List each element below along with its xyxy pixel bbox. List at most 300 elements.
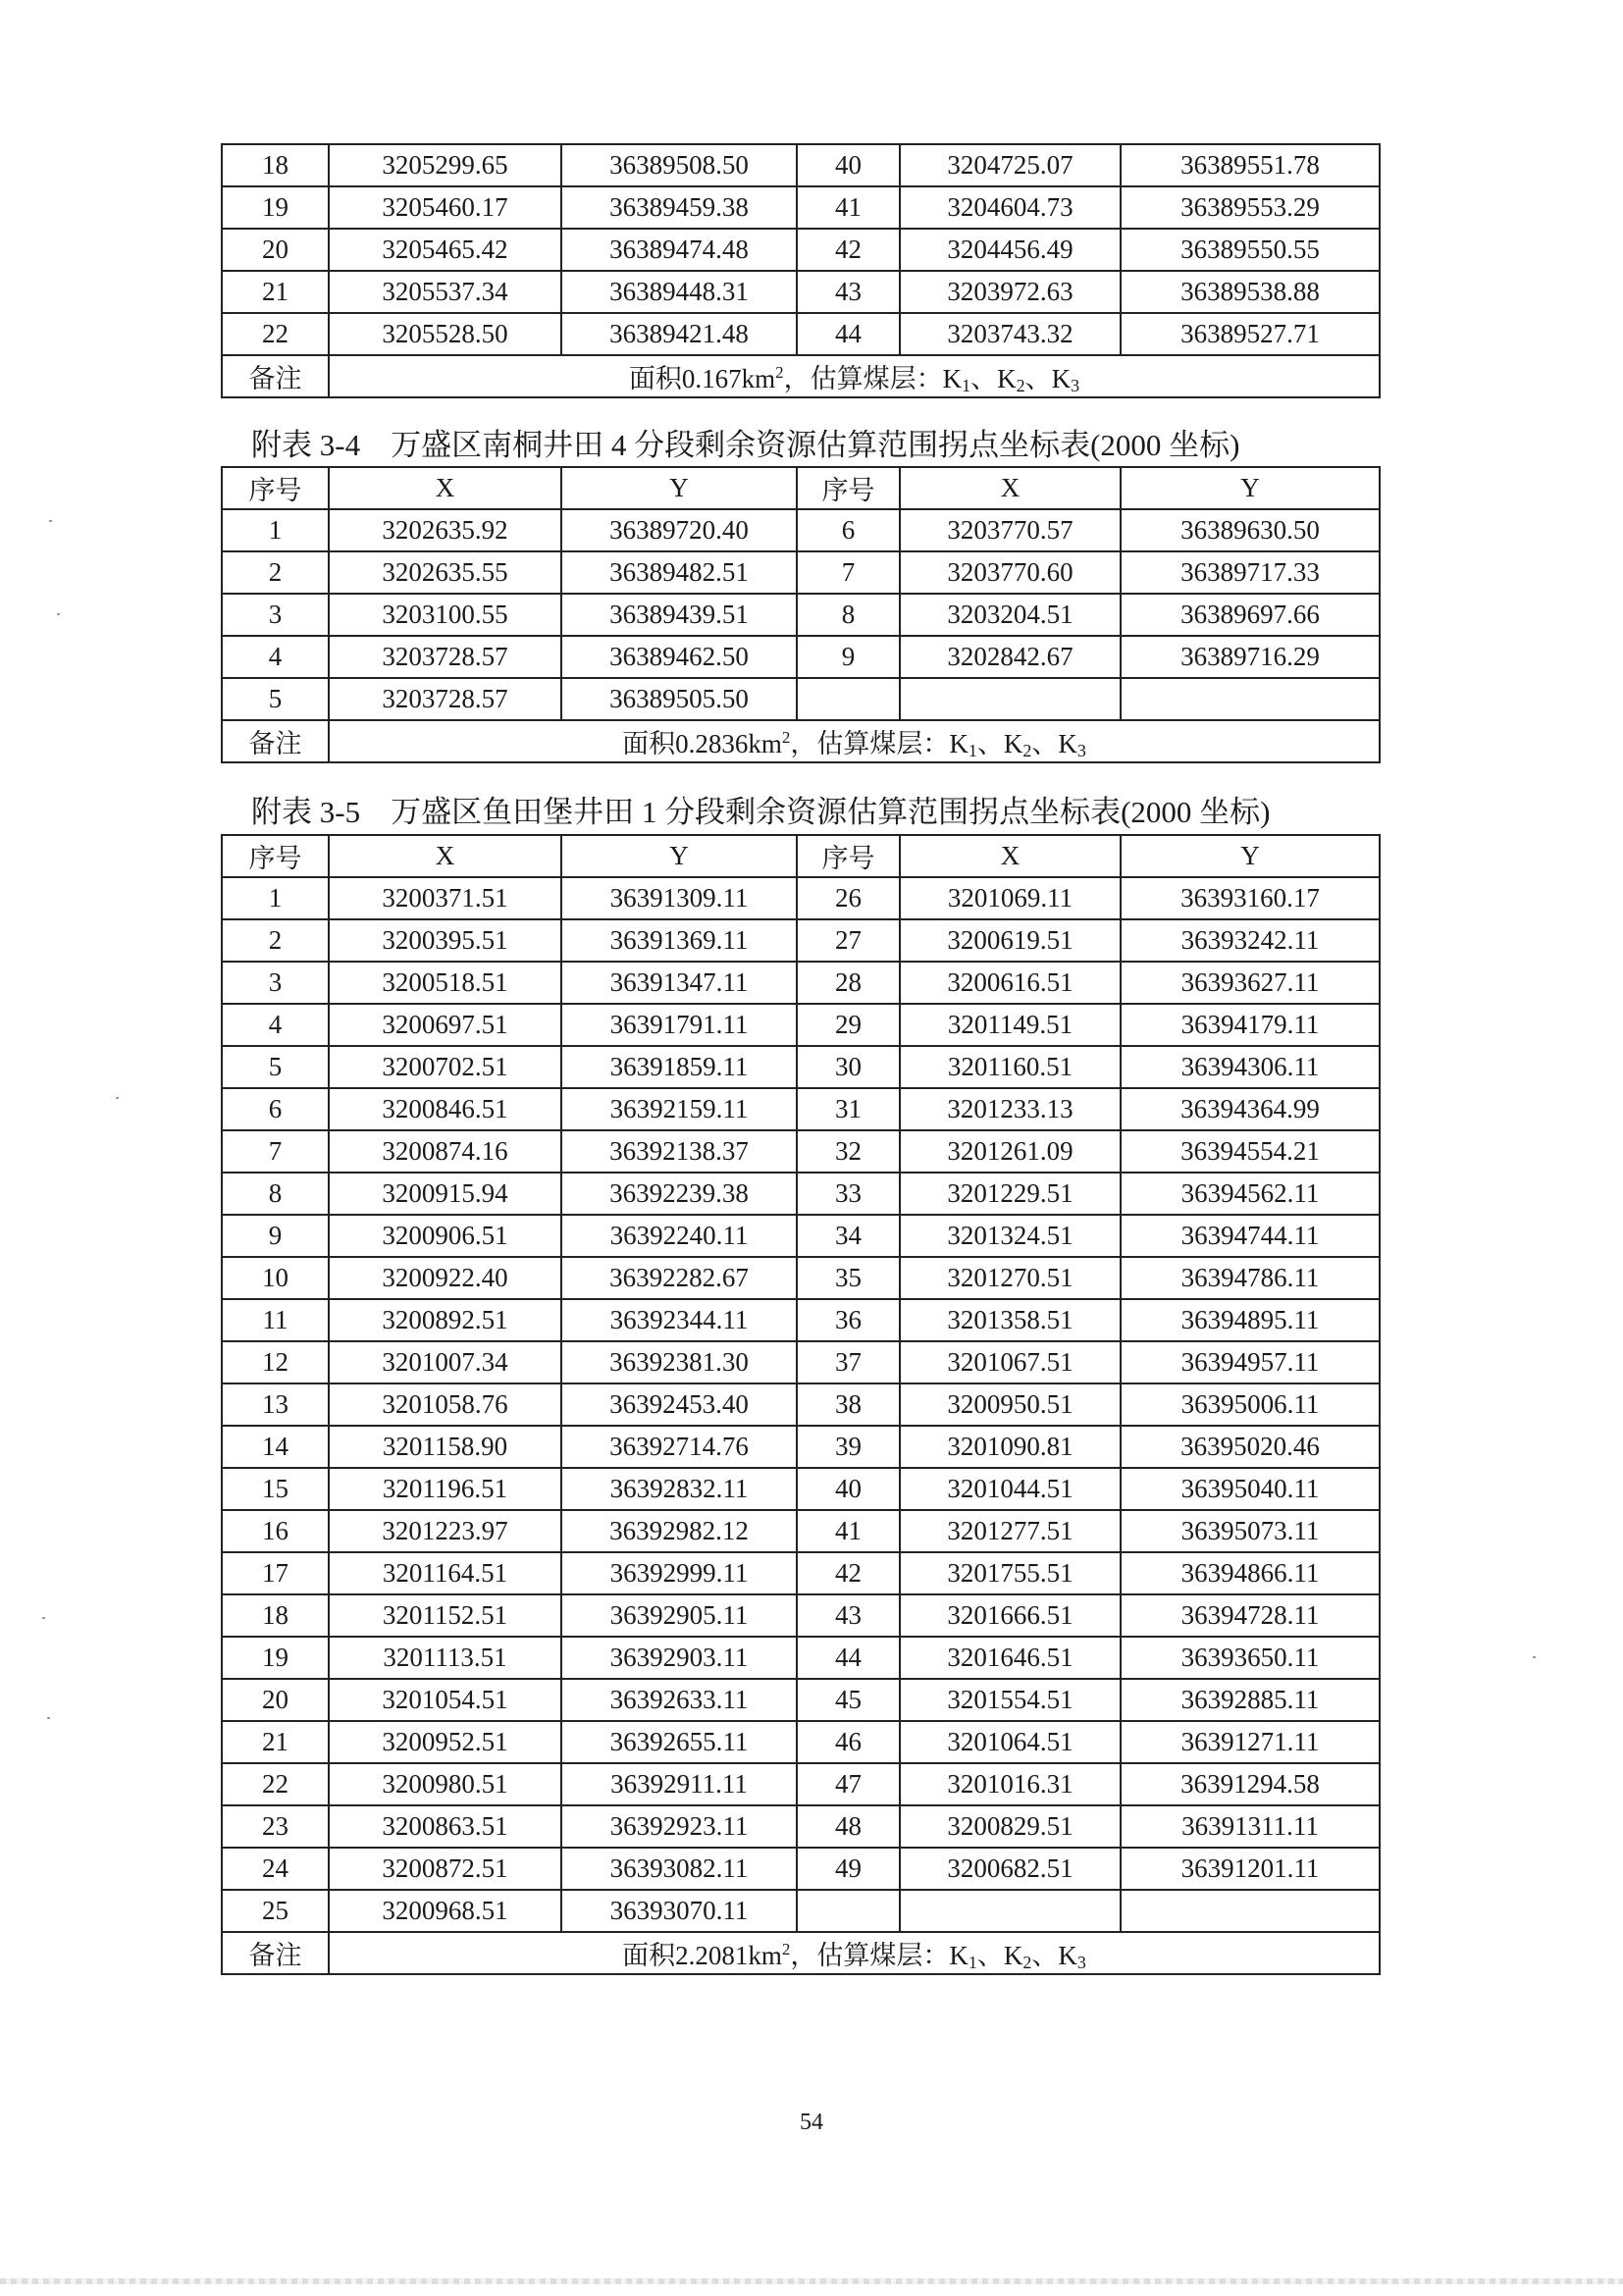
cell-x: 3200915.94 — [329, 1173, 561, 1215]
cell-y: 36389459.38 — [561, 186, 797, 229]
cell-y-2: 36389697.66 — [1121, 594, 1380, 636]
cell-x: 3201223.97 — [329, 1510, 561, 1552]
note-layer-sub-2: 2 — [1022, 740, 1032, 760]
cell-index: 18 — [222, 144, 329, 186]
cell-y-2: 36394895.11 — [1121, 1299, 1380, 1341]
table-row — [222, 1299, 1380, 1341]
cell-x-2: 3204725.07 — [900, 144, 1121, 186]
scan-speck — [42, 1617, 45, 1619]
cell-x-2: 3201755.51 — [900, 1552, 1121, 1594]
table-header-row — [222, 467, 1380, 509]
cell-y-2: 36391294.58 — [1121, 1763, 1380, 1805]
cell-x-2: 3200619.51 — [900, 919, 1121, 962]
note-layer-sub-1: 1 — [968, 1952, 977, 1972]
table-row — [222, 1552, 1380, 1594]
cell-x: 3205460.17 — [329, 186, 561, 229]
table-row — [222, 229, 1380, 271]
cell-index-2: 44 — [797, 1637, 900, 1679]
cell-y: 36389421.48 — [561, 313, 797, 355]
note-layer-sub-3: 3 — [1076, 740, 1086, 760]
table-row — [222, 1848, 1380, 1890]
cell-x: 3205537.34 — [329, 271, 561, 313]
cell-index-2: 44 — [797, 313, 900, 355]
cell-x: 3201196.51 — [329, 1468, 561, 1510]
cell-x-2: 3203972.63 — [900, 271, 1121, 313]
cell-index: 11 — [222, 1299, 329, 1341]
cell-x: 3202635.92 — [329, 509, 561, 551]
cell-x: 3202635.55 — [329, 551, 561, 594]
cell-y-2: 36391271.11 — [1121, 1721, 1380, 1763]
note-layers: ，估算煤层：K — [790, 1940, 969, 1970]
cell-index: 8 — [222, 1173, 329, 1215]
cell-index-2 — [797, 678, 900, 720]
cell-index-2: 45 — [797, 1679, 900, 1721]
cell-x-2: 3201016.31 — [900, 1763, 1121, 1805]
note-layer-sub-3: 3 — [1071, 375, 1080, 395]
cell-y: 36392159.11 — [561, 1088, 797, 1130]
cell-x: 3200863.51 — [329, 1805, 561, 1848]
cell-index: 1 — [222, 877, 329, 919]
cell-index-2: 41 — [797, 1510, 900, 1552]
cell-index-2: 7 — [797, 551, 900, 594]
scan-speck — [47, 1717, 50, 1719]
note-layers-sep-2: 、K — [1031, 1940, 1077, 1970]
cell-y-2 — [1121, 678, 1380, 720]
note-layer-sub-2: 2 — [1016, 375, 1025, 395]
cell-index-2: 8 — [797, 594, 900, 636]
table-row — [222, 551, 1380, 594]
table-row — [222, 1383, 1380, 1426]
cell-x-2: 3201261.09 — [900, 1130, 1121, 1173]
cell-index: 14 — [222, 1426, 329, 1468]
cell-y-2: 36389716.29 — [1121, 636, 1380, 678]
table-row — [222, 186, 1380, 229]
cell-index-2: 47 — [797, 1763, 900, 1805]
cell-index: 15 — [222, 1468, 329, 1510]
note-content — [329, 720, 1380, 762]
cell-y: 36392903.11 — [561, 1637, 797, 1679]
cell-x: 3201152.51 — [329, 1594, 561, 1637]
cell-x-2: 3201277.51 — [900, 1510, 1121, 1552]
cell-x-2: 3201358.51 — [900, 1299, 1121, 1341]
table-note-row — [222, 1932, 1380, 1974]
cell-y: 36389462.50 — [561, 636, 797, 678]
note-area: 面积2.2081km — [622, 1940, 782, 1970]
cell-index: 18 — [222, 1594, 329, 1637]
note-layers-sep-1: 、K — [970, 363, 1017, 393]
cell-y-2: 36395006.11 — [1121, 1383, 1380, 1426]
cell-index: 21 — [222, 271, 329, 313]
cell-index-2: 32 — [797, 1130, 900, 1173]
cell-x: 3200892.51 — [329, 1299, 561, 1341]
cell-y: 36392832.11 — [561, 1468, 797, 1510]
header-y-2: Y — [1121, 467, 1380, 509]
cell-x: 3200952.51 — [329, 1721, 561, 1763]
cell-x: 3200980.51 — [329, 1763, 561, 1805]
cell-x-2: 3201666.51 — [900, 1594, 1121, 1637]
cell-x-2: 3201270.51 — [900, 1257, 1121, 1299]
cell-index-2: 29 — [797, 1004, 900, 1046]
table-3-5-caption: 附表 3-5 万盛区鱼田堡井田 1 分段剩余资源估算范围拐点坐标表(2000 坐标) — [251, 795, 1271, 829]
header-x-2: X — [900, 835, 1121, 877]
cell-y: 36392714.76 — [561, 1426, 797, 1468]
table-row — [222, 1594, 1380, 1637]
cell-y-2: 36391201.11 — [1121, 1848, 1380, 1890]
scan-speck — [1533, 1656, 1536, 1658]
cell-x: 3200371.51 — [329, 877, 561, 919]
note-layers: ，估算煤层：K — [790, 728, 969, 758]
coordinate-table-continued — [221, 143, 1381, 398]
cell-y: 36392905.11 — [561, 1594, 797, 1637]
cell-x: 3205465.42 — [329, 229, 561, 271]
cell-x-2: 3201067.51 — [900, 1341, 1121, 1383]
cell-x: 3200702.51 — [329, 1046, 561, 1088]
cell-index-2: 43 — [797, 271, 900, 313]
cell-y: 36392453.40 — [561, 1383, 797, 1426]
cell-x-2: 3200829.51 — [900, 1805, 1121, 1848]
cell-y: 36392239.38 — [561, 1173, 797, 1215]
table-row — [222, 1510, 1380, 1552]
cell-y: 36392923.11 — [561, 1805, 797, 1848]
cell-y-2: 36392885.11 — [1121, 1679, 1380, 1721]
cell-index-2: 27 — [797, 919, 900, 962]
cell-index-2: 33 — [797, 1173, 900, 1215]
cell-x: 3201158.90 — [329, 1426, 561, 1468]
cell-x-2: 3201064.51 — [900, 1721, 1121, 1763]
cell-x: 3201058.76 — [329, 1383, 561, 1426]
cell-x: 3201054.51 — [329, 1679, 561, 1721]
cell-index: 5 — [222, 678, 329, 720]
cell-y: 36391859.11 — [561, 1046, 797, 1088]
cell-y-2: 36394728.11 — [1121, 1594, 1380, 1637]
cell-y-2: 36394562.11 — [1121, 1173, 1380, 1215]
cell-x-2: 3200950.51 — [900, 1383, 1121, 1426]
note-layers: ，估算煤层：K — [783, 363, 963, 393]
cell-x: 3200395.51 — [329, 919, 561, 962]
cell-y-2: 36395020.46 — [1121, 1426, 1380, 1468]
table-row — [222, 313, 1380, 355]
table-row — [222, 1763, 1380, 1805]
cell-index: 17 — [222, 1552, 329, 1594]
table-row — [222, 1721, 1380, 1763]
table-row — [222, 1805, 1380, 1848]
cell-x-2: 3201149.51 — [900, 1004, 1121, 1046]
cell-index: 3 — [222, 962, 329, 1004]
note-label: 备注 — [222, 355, 329, 397]
table-note-row — [222, 720, 1380, 762]
cell-y: 36392381.30 — [561, 1341, 797, 1383]
table-row — [222, 594, 1380, 636]
note-label: 备注 — [222, 1932, 329, 1974]
coordinate-table-3-4 — [221, 466, 1381, 763]
note-content — [329, 1932, 1380, 1974]
header-y: Y — [561, 835, 797, 877]
cell-y: 36389439.51 — [561, 594, 797, 636]
cell-index-2: 30 — [797, 1046, 900, 1088]
cell-x-2 — [900, 678, 1121, 720]
cell-y: 36392138.37 — [561, 1130, 797, 1173]
table-row — [222, 678, 1380, 720]
cell-x-2: 3200682.51 — [900, 1848, 1121, 1890]
cell-y-2 — [1121, 1890, 1380, 1932]
cell-x: 3200846.51 — [329, 1088, 561, 1130]
cell-index: 20 — [222, 229, 329, 271]
header-index-2: 序号 — [797, 467, 900, 509]
cell-index-2: 43 — [797, 1594, 900, 1637]
page-number: 54 — [800, 2110, 823, 2135]
cell-index: 24 — [222, 1848, 329, 1890]
cell-x: 3203728.57 — [329, 678, 561, 720]
header-x-2: X — [900, 467, 1121, 509]
cell-index: 22 — [222, 1763, 329, 1805]
table-row — [222, 1215, 1380, 1257]
cell-index-2: 42 — [797, 1552, 900, 1594]
cell-index: 13 — [222, 1383, 329, 1426]
cell-y-2: 36389538.88 — [1121, 271, 1380, 313]
cell-index: 3 — [222, 594, 329, 636]
cell-y-2: 36394957.11 — [1121, 1341, 1380, 1383]
cell-y-2: 36394306.11 — [1121, 1046, 1380, 1088]
cell-x-2: 3201324.51 — [900, 1215, 1121, 1257]
cell-index-2 — [797, 1890, 900, 1932]
cell-index-2: 40 — [797, 144, 900, 186]
cell-index: 4 — [222, 636, 329, 678]
cell-x: 3200697.51 — [329, 1004, 561, 1046]
table-3-4-caption: 附表 3-4 万盛区南桐井田 4 分段剩余资源估算范围拐点坐标表(2000 坐标) — [251, 428, 1240, 462]
note-layer-sub-1: 1 — [962, 375, 971, 395]
table-row — [222, 271, 1380, 313]
header-index: 序号 — [222, 467, 329, 509]
cell-x-2: 3201646.51 — [900, 1637, 1121, 1679]
note-layer-sub-3: 3 — [1076, 1952, 1086, 1972]
cell-index-2: 31 — [797, 1088, 900, 1130]
note-layers-sep-2: 、K — [1024, 363, 1072, 393]
cell-x: 3200518.51 — [329, 962, 561, 1004]
note-area-unit-exponent: 2 — [781, 727, 791, 747]
cell-y: 36392282.67 — [561, 1257, 797, 1299]
cell-x: 3200872.51 — [329, 1848, 561, 1890]
cell-index-2: 36 — [797, 1299, 900, 1341]
cell-y: 36392911.11 — [561, 1763, 797, 1805]
cell-y: 36392344.11 — [561, 1299, 797, 1341]
cell-y: 36389505.50 — [561, 678, 797, 720]
cell-index: 10 — [222, 1257, 329, 1299]
cell-index-2: 48 — [797, 1805, 900, 1848]
cell-y-2: 36389527.71 — [1121, 313, 1380, 355]
cell-y-2: 36391311.11 — [1121, 1805, 1380, 1848]
note-layers-sep-1: 、K — [976, 1940, 1023, 1970]
cell-y: 36392240.11 — [561, 1215, 797, 1257]
cell-y-2: 36389550.55 — [1121, 229, 1380, 271]
cell-x: 3200968.51 — [329, 1890, 561, 1932]
cell-index: 19 — [222, 186, 329, 229]
cell-y-2: 36394866.11 — [1121, 1552, 1380, 1594]
cell-y: 36389474.48 — [561, 229, 797, 271]
cell-index-2: 34 — [797, 1215, 900, 1257]
note-area: 面积0.2836km — [622, 728, 782, 758]
cell-x: 3205299.65 — [329, 144, 561, 186]
table-body — [222, 509, 1380, 762]
table-body — [222, 877, 1380, 1974]
cell-y: 36391347.11 — [561, 962, 797, 1004]
header-index: 序号 — [222, 835, 329, 877]
cell-index: 12 — [222, 1341, 329, 1383]
cell-x-2: 3203204.51 — [900, 594, 1121, 636]
table-row — [222, 1426, 1380, 1468]
table-header-row — [222, 835, 1380, 877]
note-layers-sep-1: 、K — [976, 728, 1023, 758]
cell-y: 36391369.11 — [561, 919, 797, 962]
cell-x-2: 3202842.67 — [900, 636, 1121, 678]
cell-x: 3201164.51 — [329, 1552, 561, 1594]
cell-index: 2 — [222, 551, 329, 594]
table-row — [222, 1341, 1380, 1383]
table-row — [222, 1004, 1380, 1046]
table-row — [222, 144, 1380, 186]
table-row — [222, 1637, 1380, 1679]
note-area: 面积0.167km — [628, 363, 776, 393]
cell-x-2: 3201554.51 — [900, 1679, 1121, 1721]
cell-y-2: 36394364.99 — [1121, 1088, 1380, 1130]
coordinate-table-3-5 — [221, 834, 1381, 1975]
header-x: X — [329, 835, 561, 877]
note-layers-sep-2: 、K — [1031, 728, 1077, 758]
cell-y: 36392655.11 — [561, 1721, 797, 1763]
cell-x-2: 3201090.81 — [900, 1426, 1121, 1468]
note-content — [329, 355, 1380, 397]
cell-y-2: 36395040.11 — [1121, 1468, 1380, 1510]
note-area-unit-exponent: 2 — [781, 1939, 791, 1958]
cell-x: 3200906.51 — [329, 1215, 561, 1257]
cell-y-2: 36394786.11 — [1121, 1257, 1380, 1299]
cell-y: 36391309.11 — [561, 877, 797, 919]
note-label: 备注 — [222, 720, 329, 762]
cell-y-2: 36389553.29 — [1121, 186, 1380, 229]
cell-y: 36391791.11 — [561, 1004, 797, 1046]
cell-x-2: 3201069.11 — [900, 877, 1121, 919]
cell-index: 16 — [222, 1510, 329, 1552]
cell-x: 3203100.55 — [329, 594, 561, 636]
note-layer-sub-1: 1 — [968, 740, 977, 760]
cell-index: 5 — [222, 1046, 329, 1088]
cell-y-2: 36393242.11 — [1121, 919, 1380, 962]
cell-x-2: 3201233.13 — [900, 1088, 1121, 1130]
cell-y-2: 36394744.11 — [1121, 1215, 1380, 1257]
cell-x: 3201113.51 — [329, 1637, 561, 1679]
cell-x-2 — [900, 1890, 1121, 1932]
header-y: Y — [561, 467, 797, 509]
cell-x: 3205528.50 — [329, 313, 561, 355]
cell-index: 2 — [222, 919, 329, 962]
table-row — [222, 877, 1380, 919]
cell-x-2: 3204604.73 — [900, 186, 1121, 229]
cell-y: 36393070.11 — [561, 1890, 797, 1932]
cell-y: 36389720.40 — [561, 509, 797, 551]
table-row — [222, 1257, 1380, 1299]
cell-index-2: 26 — [797, 877, 900, 919]
cell-index: 21 — [222, 1721, 329, 1763]
table-row — [222, 962, 1380, 1004]
cell-x-2: 3200616.51 — [900, 962, 1121, 1004]
cell-x-2: 3203743.32 — [900, 313, 1121, 355]
cell-index-2: 42 — [797, 229, 900, 271]
table-row — [222, 1130, 1380, 1173]
cell-x: 3203728.57 — [329, 636, 561, 678]
scan-speck — [116, 1097, 119, 1099]
table-row — [222, 1173, 1380, 1215]
cell-y-2: 36389551.78 — [1121, 144, 1380, 186]
cell-index-2: 41 — [797, 186, 900, 229]
table-row — [222, 919, 1380, 962]
table-row — [222, 1468, 1380, 1510]
cell-index: 1 — [222, 509, 329, 551]
table-row — [222, 1046, 1380, 1088]
cell-index: 22 — [222, 313, 329, 355]
header-index-2: 序号 — [797, 835, 900, 877]
cell-y: 36389482.51 — [561, 551, 797, 594]
cell-y-2: 36389630.50 — [1121, 509, 1380, 551]
cell-y: 36392633.11 — [561, 1679, 797, 1721]
cell-index: 20 — [222, 1679, 329, 1721]
cell-index-2: 49 — [797, 1848, 900, 1890]
cell-index: 19 — [222, 1637, 329, 1679]
cell-y-2: 36394554.21 — [1121, 1130, 1380, 1173]
cell-index-2: 39 — [797, 1426, 900, 1468]
cell-y: 36392982.12 — [561, 1510, 797, 1552]
cell-index: 9 — [222, 1215, 329, 1257]
table-row — [222, 636, 1380, 678]
table-note-row — [222, 355, 1380, 397]
table-body — [222, 144, 1380, 397]
cell-y: 36392999.11 — [561, 1552, 797, 1594]
cell-y: 36389448.31 — [561, 271, 797, 313]
cell-index-2: 37 — [797, 1341, 900, 1383]
cell-index: 4 — [222, 1004, 329, 1046]
cell-y-2: 36394179.11 — [1121, 1004, 1380, 1046]
cell-y: 36389508.50 — [561, 144, 797, 186]
cell-index: 7 — [222, 1130, 329, 1173]
cell-index: 6 — [222, 1088, 329, 1130]
cell-y-2: 36393650.11 — [1121, 1637, 1380, 1679]
note-layer-sub-2: 2 — [1022, 1952, 1032, 1972]
note-area-unit-exponent: 2 — [775, 362, 784, 382]
cell-index-2: 46 — [797, 1721, 900, 1763]
cell-index: 25 — [222, 1890, 329, 1932]
cell-index-2: 9 — [797, 636, 900, 678]
cell-x: 3201007.34 — [329, 1341, 561, 1383]
header-y-2: Y — [1121, 835, 1380, 877]
cell-y: 36393082.11 — [561, 1848, 797, 1890]
cell-index-2: 38 — [797, 1383, 900, 1426]
cell-index-2: 28 — [797, 962, 900, 1004]
cell-y-2: 36393627.11 — [1121, 962, 1380, 1004]
cell-x-2: 3204456.49 — [900, 229, 1121, 271]
cell-y-2: 36393160.17 — [1121, 877, 1380, 919]
cell-index: 23 — [222, 1805, 329, 1848]
table-row — [222, 509, 1380, 551]
scan-edge-artifact — [0, 2278, 1623, 2284]
cell-y-2: 36395073.11 — [1121, 1510, 1380, 1552]
cell-index-2: 6 — [797, 509, 900, 551]
scan-speck — [57, 613, 60, 615]
cell-index-2: 40 — [797, 1468, 900, 1510]
header-x: X — [329, 467, 561, 509]
cell-x-2: 3203770.60 — [900, 551, 1121, 594]
cell-x: 3200922.40 — [329, 1257, 561, 1299]
cell-y-2: 36389717.33 — [1121, 551, 1380, 594]
cell-x: 3200874.16 — [329, 1130, 561, 1173]
cell-x-2: 3201044.51 — [900, 1468, 1121, 1510]
